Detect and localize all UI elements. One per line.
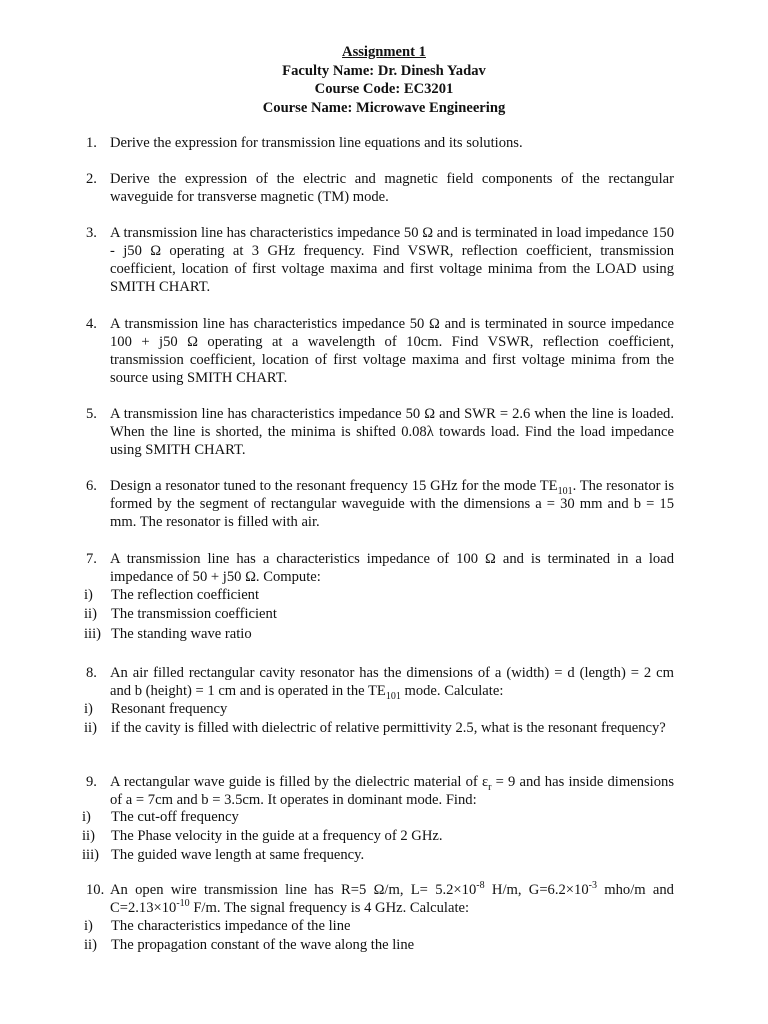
sub-question	[84, 936, 674, 954]
question-number: 5.	[86, 406, 97, 422]
question-text	[110, 477, 674, 531]
sub-question-text: The reflection coefficient	[111, 587, 260, 603]
epsilon-subscript: r	[488, 781, 492, 793]
sub-question-number: ii)	[84, 937, 97, 953]
question-text-part: An open wire transmission line has R=5 Ω/m, L= 5.2×10	[110, 882, 477, 898]
sub-question-text: The propagation constant of the wave along the line	[111, 937, 415, 953]
faculty-name: Faculty Name: Dr. Dinesh Yadav	[282, 62, 486, 79]
sub-question-text: Resonant frequency	[111, 701, 228, 717]
sub-question	[84, 625, 674, 643]
sub-question-text: The guided wave length at same frequency.	[111, 847, 365, 863]
sub-question-number: iii)	[82, 847, 100, 863]
question-number: 10.	[86, 882, 105, 898]
question-1	[86, 134, 674, 152]
question-text-part: H/m, G=6.2×10	[484, 882, 589, 898]
question-number: 7.	[86, 551, 97, 567]
sub-question-number: ii)	[84, 606, 97, 622]
question-2	[86, 170, 674, 206]
document-header	[0, 43, 768, 117]
mode-subscript: 101	[385, 690, 401, 702]
question-text-part: A rectangular wave guide is filled by the dielectric material of ε	[110, 774, 489, 790]
sub-question-text: The Phase velocity in the guide at a frequency of 2 GHz.	[111, 828, 443, 844]
question-text: A transmission line has a characteristics impedance of 100 Ω and is terminated in a load impedance of 50 + j50 Ω. Compute:	[110, 551, 674, 585]
sub-question-number: ii)	[82, 828, 95, 844]
course-code: Course Code: EC3201	[314, 81, 454, 97]
sub-question-text: if the cavity is filled with dielectric of relative permittivity 2.5, what is the resonant frequency?	[111, 720, 666, 736]
sub-question	[82, 846, 672, 864]
question-number: 3.	[86, 225, 97, 241]
question-number: 6.	[86, 478, 97, 494]
question-text: A transmission line has characteristics impedance 50 Ω and SWR = 2.6 when the line is loaded. When the line is shorted, the minima is shifted 0.08λ towards load. Find the load impedance using SMITH CHART.	[110, 406, 674, 458]
question-text: A transmission line has characteristics impedance 50 Ω and is terminated in source impedance 100 + j50 Ω operating at a wavelength of 10cm. Find VSWR, reflection coefficient, transmission coefficient, location of first voltage maxima and first voltage minima from the source using SMITH CHART.	[110, 316, 674, 386]
question-10	[86, 881, 674, 917]
question-text	[110, 881, 674, 917]
question-number: 9.	[86, 774, 97, 790]
course-name: Course Name: Microwave Engineering	[262, 99, 506, 116]
question-6	[86, 477, 674, 531]
exponent: -10	[176, 898, 190, 910]
question-3	[86, 224, 674, 296]
question-5	[86, 405, 674, 459]
sub-question	[82, 808, 672, 826]
sub-question	[82, 827, 672, 845]
mode-subscript: 101	[557, 485, 573, 497]
question-text-part: mode. Calculate:	[400, 683, 504, 699]
sub-question-number: i)	[84, 701, 93, 717]
sub-question	[84, 700, 674, 718]
exponent: -3	[588, 880, 597, 892]
sub-question-number: iii)	[84, 626, 102, 642]
question-4	[86, 315, 674, 387]
question-text	[110, 664, 674, 700]
sub-question	[84, 586, 674, 604]
question-text: A transmission line has characteristics impedance 50 Ω and is terminated in load impedance 150 - j50 Ω operating at 3 GHz frequency. Find VSWR, reflection coefficient, transmission coefficient, location of first voltage maxima and first voltage minima from the LOAD using SMITH CHART.	[110, 225, 674, 295]
assignment-title: Assignment 1	[342, 44, 426, 60]
sub-question-number: i)	[84, 918, 93, 934]
sub-question-text: The characteristics impedance of the line	[111, 918, 351, 934]
sub-question-text: The standing wave ratio	[111, 626, 252, 642]
question-text-part: Design a resonator tuned to the resonant frequency 15 GHz for the mode TE	[110, 478, 558, 494]
question-text-part: mho/m and C=2.13×10	[110, 882, 674, 916]
sub-question-number: i)	[84, 587, 93, 603]
exponent: -8	[476, 880, 485, 892]
question-text	[110, 773, 674, 809]
sub-question	[84, 719, 674, 737]
question-8	[86, 664, 674, 700]
question-number: 1.	[86, 135, 97, 151]
question-text-part: An air filled rectangular cavity resonator has the dimensions of a (width) = d (length) = 2 cm and b (height) = 1 cm and is operated in the TE	[110, 665, 674, 699]
sub-question-number: i)	[82, 809, 91, 825]
question-7	[86, 550, 674, 586]
question-text-part: F/m. The signal frequency is 4 GHz. Calculate:	[189, 900, 470, 916]
sub-question	[84, 605, 674, 623]
question-text-part: = 9 and has inside dimensions of a = 7cm and b = 3.5cm. It operates in dominant mode. Find:	[110, 774, 674, 808]
sub-question-text: The transmission coefficient	[111, 606, 277, 622]
question-9	[86, 773, 674, 809]
sub-question	[84, 917, 674, 935]
question-text-part: . The resonator is formed by the segment of rectangular waveguide with the dimensions a = 30 mm and b = 15 mm. The resonator is filled with air.	[110, 478, 674, 530]
question-number: 4.	[86, 316, 97, 332]
question-text: Derive the expression for transmission line equations and its solutions.	[110, 135, 523, 151]
question-number: 2.	[86, 171, 97, 187]
sub-question-text: The cut-off frequency	[111, 809, 239, 825]
question-text: Derive the expression of the electric and magnetic field components of the rectangular waveguide for transverse magnetic (TM) mode.	[110, 171, 674, 205]
sub-question-number: ii)	[84, 720, 97, 736]
question-number: 8.	[86, 665, 97, 681]
